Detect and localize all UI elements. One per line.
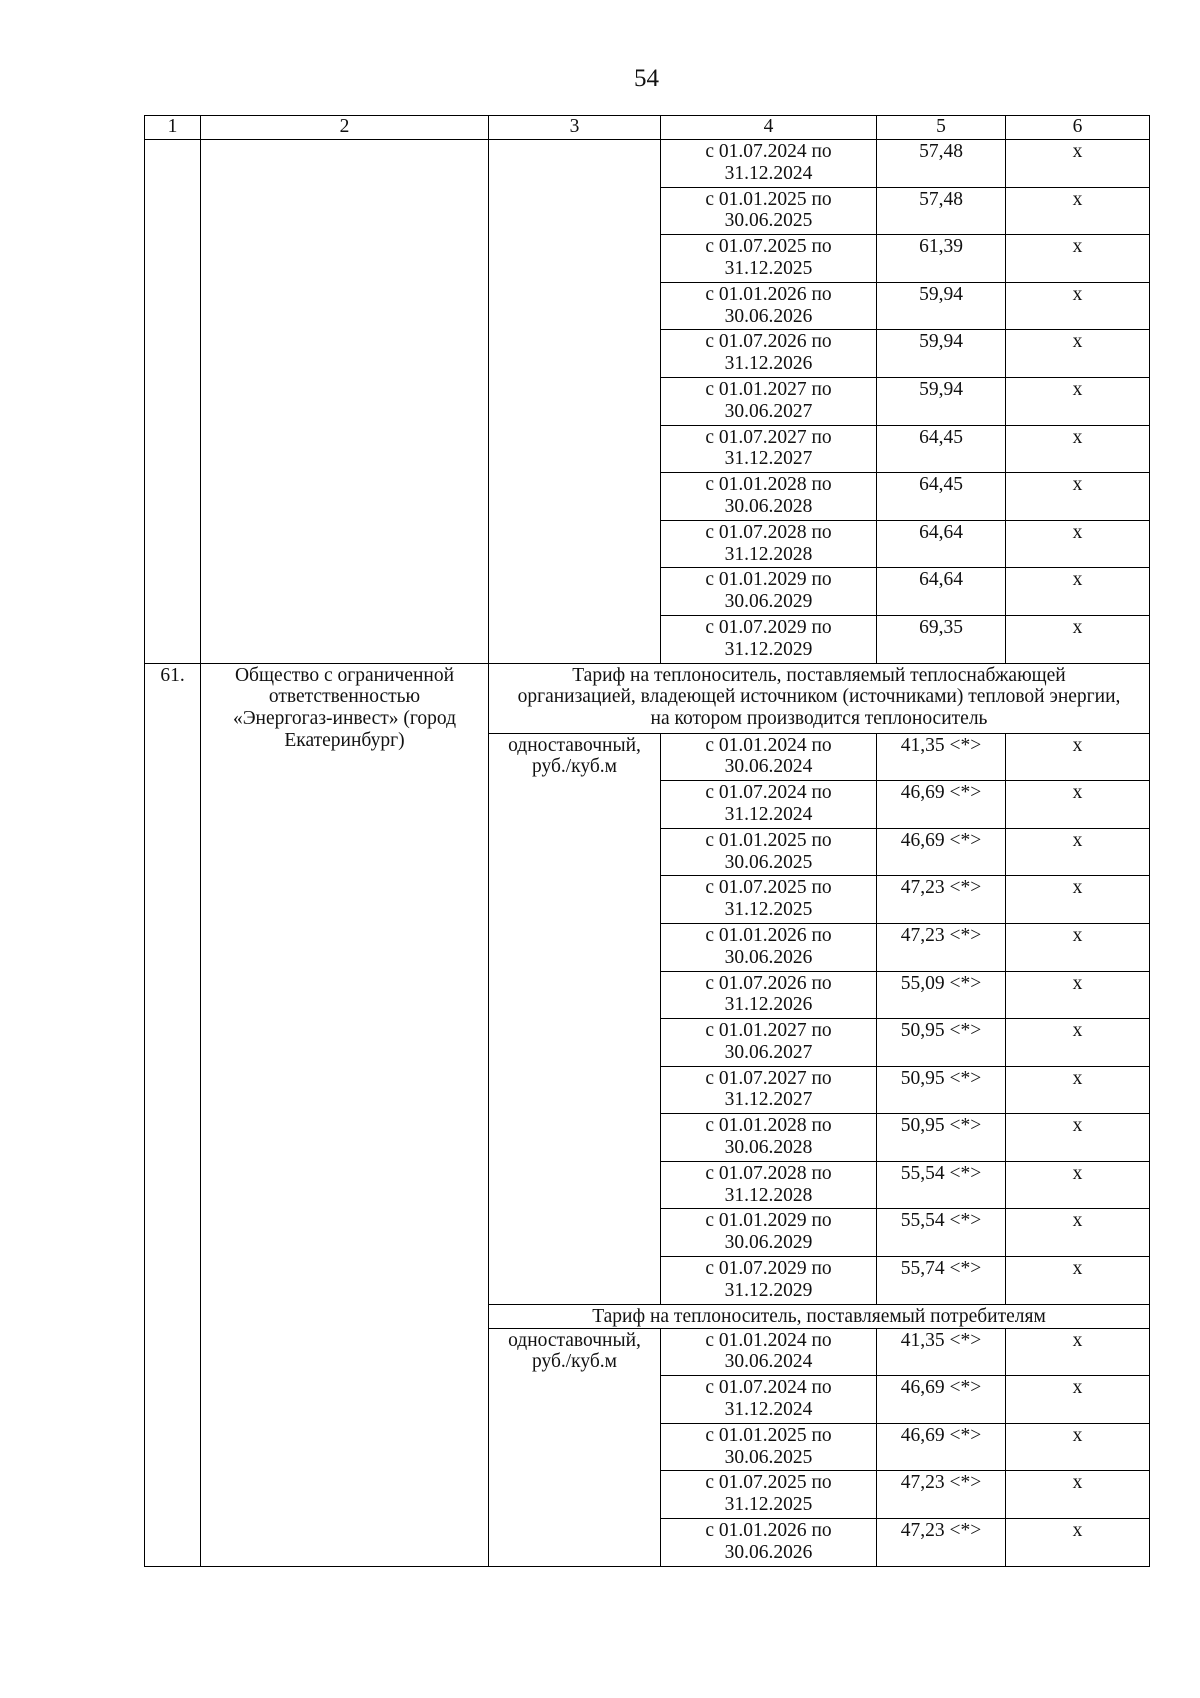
- period-from: с 01.07.2026 по: [705, 331, 832, 353]
- rate-type-line: одноставочный,: [508, 1329, 641, 1351]
- period-to: 30.06.2027: [724, 1041, 813, 1063]
- tariff-value-cell: 41,35 <*>: [877, 733, 1006, 781]
- period-from: с 01.01.2024 по: [705, 734, 832, 756]
- column6-mark-cell: х: [1006, 1423, 1150, 1471]
- period-cell: [661, 1066, 877, 1114]
- column6-mark-cell: х: [1006, 971, 1150, 1019]
- period-cell: [661, 140, 877, 188]
- period-to: 31.12.2029: [724, 638, 813, 660]
- period-from: с 01.07.2024 по: [705, 782, 832, 804]
- period-to: 30.06.2028: [724, 495, 813, 517]
- period-to: 31.12.2026: [724, 994, 813, 1016]
- tariff-value-cell: 55,09 <*>: [877, 971, 1006, 1019]
- period-cell: [661, 235, 877, 283]
- period-cell: [661, 615, 877, 663]
- rate-type-cell: [489, 733, 661, 1304]
- period-to: 30.06.2025: [724, 1446, 813, 1468]
- period-from: с 01.01.2029 по: [705, 1210, 832, 1232]
- column-number-header: 2: [201, 116, 489, 140]
- column6-mark-cell: х: [1006, 1114, 1150, 1162]
- tariff-value-cell: 55,54 <*>: [877, 1209, 1006, 1257]
- organization-name: [201, 663, 489, 1566]
- period-from: с 01.01.2026 по: [705, 924, 832, 946]
- period-to: 31.12.2024: [724, 1399, 813, 1421]
- column6-mark-cell: х: [1006, 520, 1150, 568]
- column6-mark-cell: х: [1006, 923, 1150, 971]
- tariff-block-title: [489, 663, 1150, 733]
- period-from: с 01.07.2025 по: [705, 236, 832, 258]
- organization-line: Общество с ограниченной: [234, 664, 455, 686]
- tariff-value-cell: 55,54 <*>: [877, 1161, 1006, 1209]
- entry-number: 61.: [145, 663, 201, 1566]
- column6-mark-cell: х: [1006, 140, 1150, 188]
- column6-mark-cell: х: [1006, 1257, 1150, 1305]
- tariff-block-title: [489, 1304, 1150, 1328]
- period-from: с 01.07.2027 по: [705, 1067, 832, 1089]
- period-from: с 01.07.2027 по: [705, 426, 832, 448]
- period-to: 30.06.2028: [724, 1137, 813, 1159]
- period-to: 30.06.2026: [724, 1541, 813, 1563]
- column-number-header: 4: [661, 116, 877, 140]
- column6-mark-cell: х: [1006, 1209, 1150, 1257]
- column-number-header: 1: [145, 116, 201, 140]
- tariff-value-cell: 64,64: [877, 520, 1006, 568]
- period-cell: [661, 568, 877, 616]
- organization-line: ответственностью: [268, 686, 421, 708]
- tariff-value-cell: 47,23 <*>: [877, 876, 1006, 924]
- period-to: 31.12.2025: [724, 899, 813, 921]
- column6-mark-cell: х: [1006, 781, 1150, 829]
- period-to: 30.06.2025: [724, 851, 813, 873]
- period-to: 31.12.2028: [724, 1184, 813, 1206]
- tariff-value-cell: 55,74 <*>: [877, 1257, 1006, 1305]
- tariff-value-cell: 59,94: [877, 330, 1006, 378]
- period-to: 31.12.2028: [724, 543, 813, 565]
- column6-mark-cell: х: [1006, 1471, 1150, 1519]
- period-from: с 01.01.2027 по: [705, 378, 832, 400]
- column6-mark-cell: х: [1006, 282, 1150, 330]
- rate-type-line: руб./куб.м: [531, 756, 618, 778]
- column6-mark-cell: х: [1006, 330, 1150, 378]
- period-to: 31.12.2029: [724, 1279, 813, 1301]
- column6-mark-cell: х: [1006, 425, 1150, 473]
- column6-mark-cell: х: [1006, 377, 1150, 425]
- period-from: с 01.01.2024 по: [705, 1329, 832, 1351]
- rate-type-cell: [489, 1328, 661, 1566]
- empty-rate-type-cell: [489, 140, 661, 664]
- period-from: с 01.07.2026 по: [705, 972, 832, 994]
- tariff-value-cell: 50,95 <*>: [877, 1066, 1006, 1114]
- period-to: 31.12.2025: [724, 257, 813, 279]
- period-cell: [661, 473, 877, 521]
- tariff-value-cell: 50,95 <*>: [877, 1114, 1006, 1162]
- title-line: организацией, владеющей источником (источниками) тепловой энергии,: [517, 686, 1121, 708]
- tariff-value-cell: 47,23 <*>: [877, 1519, 1006, 1567]
- period-from: с 01.07.2024 по: [705, 141, 832, 162]
- period-to: 31.12.2024: [724, 162, 813, 184]
- column-number-header: 3: [489, 116, 661, 140]
- period-cell: [661, 781, 877, 829]
- column6-mark-cell: х: [1006, 473, 1150, 521]
- tariff-value-cell: 46,69 <*>: [877, 1423, 1006, 1471]
- table-row: [145, 116, 1150, 140]
- period-to: 30.06.2026: [724, 305, 813, 327]
- tariff-value-cell: 69,35: [877, 615, 1006, 663]
- organization-line: «Энергогаз-инвест» (город: [232, 708, 457, 730]
- tariff-value-cell: 61,39: [877, 235, 1006, 283]
- tariff-value-cell: 47,23 <*>: [877, 1471, 1006, 1519]
- period-to: 31.12.2027: [724, 1089, 813, 1111]
- period-cell: [661, 1328, 877, 1376]
- period-to: 30.06.2027: [724, 400, 813, 422]
- period-to: 31.12.2026: [724, 353, 813, 375]
- rate-type-line: одноставочный,: [508, 734, 641, 756]
- period-cell: [661, 1019, 877, 1067]
- column-number-header: 6: [1006, 116, 1150, 140]
- period-cell: [661, 1161, 877, 1209]
- tariff-value-cell: 46,69 <*>: [877, 828, 1006, 876]
- period-from: с 01.07.2029 по: [705, 1258, 832, 1280]
- period-cell: [661, 520, 877, 568]
- period-from: с 01.07.2025 по: [705, 1472, 832, 1494]
- rate-type-line: руб./куб.м: [531, 1351, 618, 1373]
- period-from: с 01.01.2026 по: [705, 283, 832, 305]
- title-line: на котором производится теплоноситель: [650, 708, 988, 730]
- period-to: 30.06.2026: [724, 946, 813, 968]
- period-cell: [661, 876, 877, 924]
- tariff-value-cell: 64,64: [877, 568, 1006, 616]
- column6-mark-cell: х: [1006, 1519, 1150, 1567]
- empty-number-cell: [145, 140, 201, 664]
- table-row: [145, 140, 1150, 188]
- period-to: 30.06.2025: [724, 210, 813, 232]
- column6-mark-cell: х: [1006, 1376, 1150, 1424]
- period-cell: [661, 330, 877, 378]
- column6-mark-cell: х: [1006, 828, 1150, 876]
- period-cell: [661, 1471, 877, 1519]
- period-cell: [661, 923, 877, 971]
- period-cell: [661, 733, 877, 781]
- tariff-value-cell: 59,94: [877, 282, 1006, 330]
- column6-mark-cell: х: [1006, 568, 1150, 616]
- period-to: 31.12.2027: [724, 448, 813, 470]
- column6-mark-cell: х: [1006, 876, 1150, 924]
- tariff-value-cell: 46,69 <*>: [877, 1376, 1006, 1424]
- period-to: 30.06.2024: [724, 1351, 813, 1373]
- column6-mark-cell: х: [1006, 1019, 1150, 1067]
- title-line: Тариф на теплоноситель, поставляемый потребителям: [592, 1305, 1046, 1327]
- column-number-header: 5: [877, 116, 1006, 140]
- period-from: с 01.07.2024 по: [705, 1377, 832, 1399]
- page-number: 54: [634, 65, 659, 92]
- tariff-value-cell: 46,69 <*>: [877, 781, 1006, 829]
- tariff-value-cell: 50,95 <*>: [877, 1019, 1006, 1067]
- period-to: 30.06.2024: [724, 756, 813, 778]
- period-to: 31.12.2025: [724, 1494, 813, 1516]
- tariff-value-cell: 47,23 <*>: [877, 923, 1006, 971]
- tariff-table: [144, 115, 1150, 1567]
- period-from: с 01.07.2028 по: [705, 1162, 832, 1184]
- period-from: с 01.01.2028 по: [705, 474, 832, 496]
- period-cell: [661, 425, 877, 473]
- period-to: 30.06.2029: [724, 591, 813, 613]
- period-cell: [661, 1423, 877, 1471]
- period-cell: [661, 1376, 877, 1424]
- period-from: с 01.01.2027 по: [705, 1020, 832, 1042]
- period-from: с 01.01.2026 по: [705, 1520, 832, 1542]
- period-cell: [661, 187, 877, 235]
- period-from: с 01.01.2025 по: [705, 188, 832, 210]
- period-from: с 01.01.2028 по: [705, 1115, 832, 1137]
- period-cell: [661, 1257, 877, 1305]
- tariff-value-cell: 57,48: [877, 140, 1006, 188]
- period-cell: [661, 828, 877, 876]
- column6-mark-cell: х: [1006, 1066, 1150, 1114]
- period-from: с 01.07.2025 по: [705, 877, 832, 899]
- period-from: с 01.01.2025 по: [705, 1424, 832, 1446]
- column6-mark-cell: х: [1006, 615, 1150, 663]
- column6-mark-cell: х: [1006, 235, 1150, 283]
- tariff-table-body: [145, 116, 1150, 1567]
- column6-mark-cell: х: [1006, 1161, 1150, 1209]
- period-cell: [661, 971, 877, 1019]
- table-row: [145, 663, 1150, 733]
- empty-organization-cell: [201, 140, 489, 664]
- period-cell: [661, 1114, 877, 1162]
- period-to: 31.12.2024: [724, 803, 813, 825]
- tariff-value-cell: 64,45: [877, 425, 1006, 473]
- period-from: с 01.07.2029 по: [705, 616, 832, 638]
- organization-line: Екатеринбург): [284, 729, 405, 751]
- column6-mark-cell: х: [1006, 1328, 1150, 1376]
- period-from: с 01.01.2025 по: [705, 829, 832, 851]
- period-to: 30.06.2029: [724, 1232, 813, 1254]
- tariff-value-cell: 59,94: [877, 377, 1006, 425]
- column6-mark-cell: х: [1006, 733, 1150, 781]
- period-from: с 01.01.2029 по: [705, 569, 832, 591]
- title-line: Тариф на теплоноситель, поставляемый теплоснабжающей: [572, 664, 1066, 686]
- tariff-value-cell: 64,45: [877, 473, 1006, 521]
- period-cell: [661, 1209, 877, 1257]
- tariff-value-cell: 57,48: [877, 187, 1006, 235]
- column6-mark-cell: х: [1006, 187, 1150, 235]
- period-from: с 01.07.2028 по: [705, 521, 832, 543]
- period-cell: [661, 377, 877, 425]
- period-cell: [661, 282, 877, 330]
- tariff-value-cell: 41,35 <*>: [877, 1328, 1006, 1376]
- period-cell: [661, 1519, 877, 1567]
